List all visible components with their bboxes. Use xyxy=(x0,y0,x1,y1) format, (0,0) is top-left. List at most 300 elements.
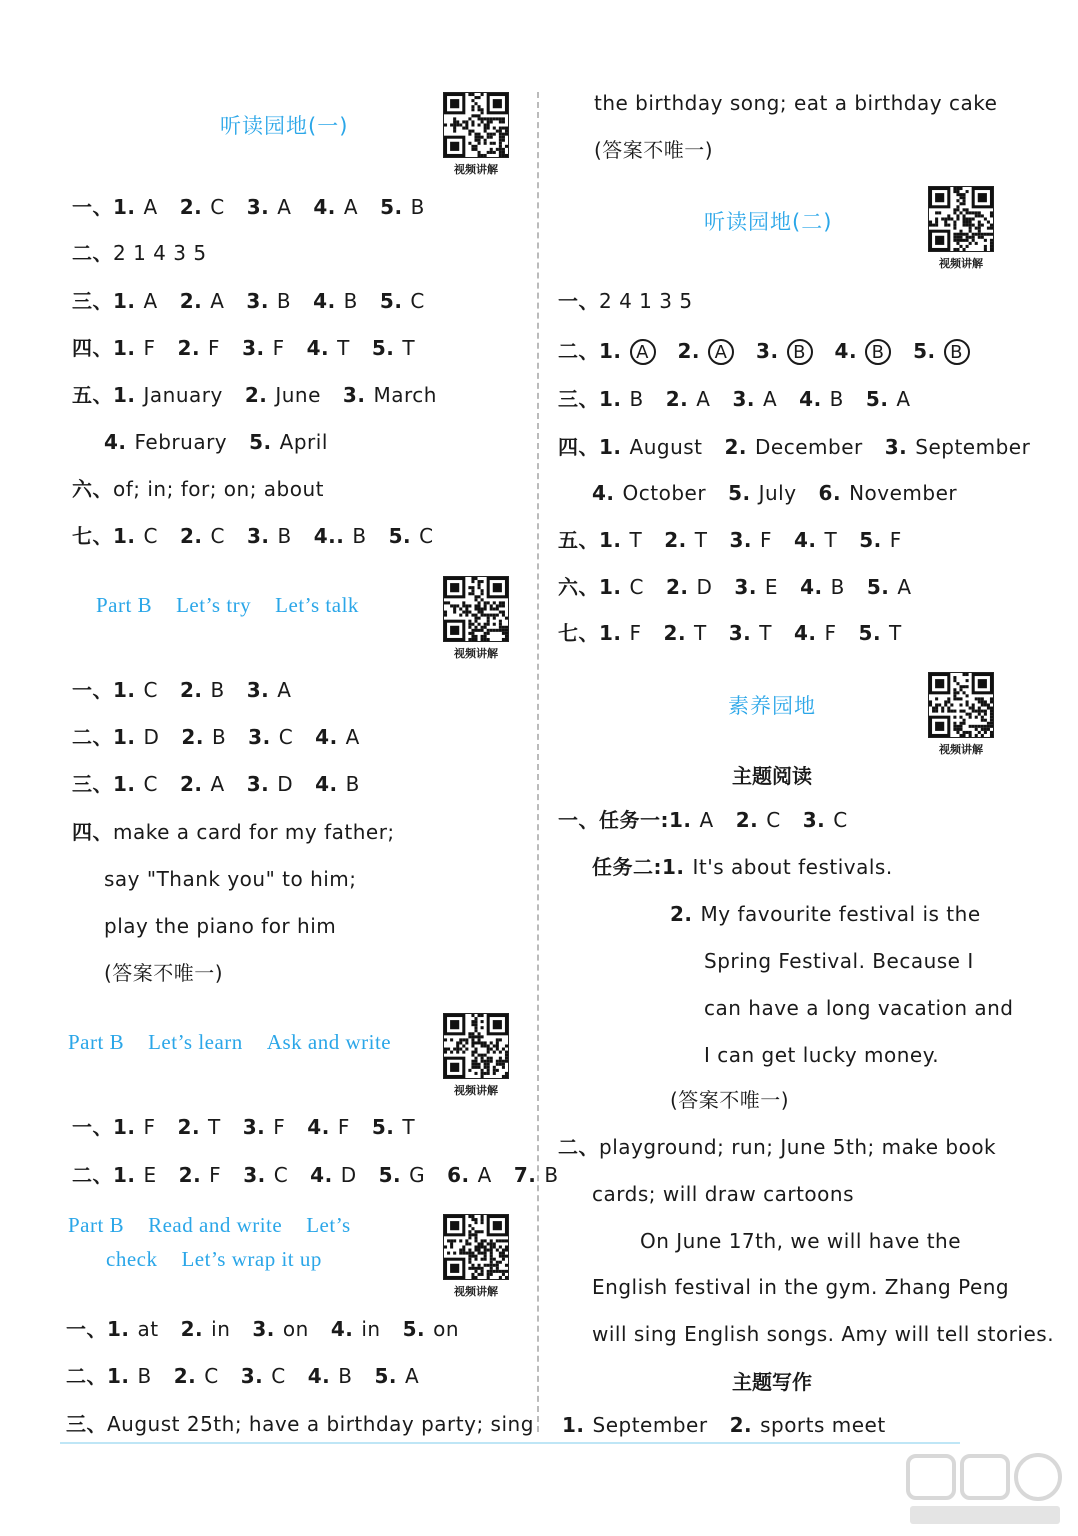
answer-note: (答案不唯一) xyxy=(594,138,714,162)
item-number: 3. xyxy=(884,435,908,459)
answer-line xyxy=(72,194,447,220)
qr-code-icon xyxy=(443,576,509,642)
answer-line xyxy=(72,1114,437,1140)
item-answer: C xyxy=(143,678,158,702)
answer-line xyxy=(104,866,357,892)
footer-rule xyxy=(60,1442,960,1444)
question-number: 四、 xyxy=(72,336,113,360)
item-number: 1. xyxy=(113,289,136,313)
qr-code-icon xyxy=(443,1013,509,1079)
item-answer: August xyxy=(629,435,703,459)
item-number: 2. xyxy=(179,678,203,702)
item-number: 5. xyxy=(379,289,403,313)
qr-video-4[interactable] xyxy=(443,1214,509,1299)
item-answer: A xyxy=(210,772,225,796)
item-answer: B xyxy=(211,725,227,749)
item-number: 4. xyxy=(313,195,336,219)
item-number: 6. xyxy=(818,481,842,505)
item-answer: D xyxy=(277,772,294,796)
question-number: 四、 xyxy=(558,435,599,459)
answer-line xyxy=(66,1316,481,1342)
item-number: 2. xyxy=(179,524,203,548)
item-answer: C xyxy=(833,808,848,832)
item-number: 3. xyxy=(246,678,270,702)
item-answer: C xyxy=(419,524,434,548)
item-answer: July xyxy=(758,481,797,505)
item-number: 4. xyxy=(313,289,336,313)
item-number: 3. xyxy=(756,339,779,363)
question-number: 四、 xyxy=(72,820,113,844)
item-answer: B xyxy=(345,772,360,796)
item-number: 1. xyxy=(113,1163,136,1187)
answer-line xyxy=(558,338,992,365)
question-number: 一、 xyxy=(66,1317,107,1341)
item-number: 4. xyxy=(794,528,817,552)
item-answer: March xyxy=(373,383,437,407)
item-number: 4. xyxy=(794,621,817,645)
item-answer: January xyxy=(143,383,223,407)
item-answer: B xyxy=(544,1163,559,1187)
item-number: 5. xyxy=(728,481,751,505)
item-number: 2. xyxy=(177,336,201,360)
item-number: 4. xyxy=(834,339,858,363)
item-number: 1. xyxy=(562,1413,585,1437)
item-number: 4. xyxy=(315,772,338,796)
question-number: 三、 xyxy=(558,387,599,411)
item-answer: on xyxy=(433,1317,459,1341)
item-number: 3. xyxy=(342,383,366,407)
qr-code-icon xyxy=(443,92,509,158)
section-heading-part-b-read-write: Part B Read and write Let’s xyxy=(68,1213,351,1237)
question-number: 三、 xyxy=(72,772,113,796)
item-number: 1. xyxy=(599,435,622,459)
answer-line xyxy=(704,948,974,974)
question-number: 七、 xyxy=(72,524,113,548)
item-number: 3. xyxy=(246,524,270,548)
item-number: 5. xyxy=(388,524,412,548)
item-number: 3. xyxy=(242,1115,266,1139)
qr-video-5[interactable] xyxy=(928,186,994,271)
qr-video-1[interactable] xyxy=(443,92,509,177)
item-number: 4. xyxy=(104,430,127,454)
item-answer: A xyxy=(277,195,292,219)
item-answer: D xyxy=(696,575,713,599)
item-answer: September xyxy=(592,1413,708,1437)
item-answer: A xyxy=(708,339,734,365)
answer-line xyxy=(558,1134,996,1160)
section-heading-literacy: 素养园地 xyxy=(728,694,816,718)
question-number: 六、 xyxy=(558,575,599,599)
section-heading-listening-1: 听读园地(一) xyxy=(220,114,349,138)
item-answer: B xyxy=(343,289,358,313)
section-heading-listening-2: 听读园地(二) xyxy=(704,210,833,234)
item-answer: F xyxy=(208,336,221,360)
item-number: 1. xyxy=(113,524,136,548)
answer-line xyxy=(670,901,981,927)
item-number: 1. xyxy=(113,725,136,749)
item-number: 1. xyxy=(662,855,685,879)
section-heading-part-b-check-wrap: check Let’s wrap it up xyxy=(106,1247,322,1271)
item-answer: B xyxy=(944,339,970,365)
answer-text: Spring Festival. Because I xyxy=(704,949,974,973)
item-answer: in xyxy=(211,1317,231,1341)
answer-line xyxy=(72,677,313,703)
item-answer: F xyxy=(143,1115,156,1139)
answer-line xyxy=(592,480,979,506)
question-number: 一、任务一: xyxy=(558,808,669,832)
item-answer: C xyxy=(143,524,158,548)
item-number: 2. xyxy=(663,621,687,645)
item-answer: B xyxy=(629,387,644,411)
item-number: 3. xyxy=(240,1364,264,1388)
item-answer: A xyxy=(762,387,778,411)
item-answer: A xyxy=(345,725,360,749)
item-number: 2. xyxy=(670,902,693,926)
item-answer: C xyxy=(273,1163,289,1187)
item-answer: C xyxy=(210,195,225,219)
item-number: 2. xyxy=(677,339,701,363)
item-number: 4. xyxy=(330,1317,354,1341)
item-answer: December xyxy=(755,435,863,459)
item-answer: F xyxy=(629,621,642,645)
answer-note: (答案不唯一) xyxy=(670,1088,790,1112)
question-number: 七、 xyxy=(558,621,599,645)
item-answer: B xyxy=(276,289,292,313)
item-answer: A xyxy=(143,289,158,313)
item-number: 2. xyxy=(177,1115,201,1139)
answer-line xyxy=(72,1162,581,1188)
item-number: 1. xyxy=(599,387,622,411)
item-answer: T xyxy=(629,528,643,552)
item-answer: C xyxy=(204,1364,219,1388)
qr-code-icon xyxy=(928,672,994,738)
answer-text: playground; run; June 5th; make book xyxy=(599,1135,997,1159)
question-number: 任务二: xyxy=(592,855,662,879)
item-number: 3. xyxy=(246,195,270,219)
question-number: 五、 xyxy=(72,383,113,407)
question-number: 二、 xyxy=(72,1163,113,1187)
item-answer: F xyxy=(759,528,772,552)
item-answer: T xyxy=(694,621,707,645)
question-number: 六、 xyxy=(72,477,113,501)
item-number: 4. xyxy=(307,1115,330,1139)
answer-line xyxy=(558,620,924,646)
item-number: 3. xyxy=(246,289,269,313)
item-answer: June xyxy=(275,383,321,407)
item-answer: T xyxy=(337,336,350,360)
item-answer: sports meet xyxy=(760,1413,886,1437)
item-number: 5. xyxy=(371,336,395,360)
item-number: 6. xyxy=(447,1163,470,1187)
item-number: 3. xyxy=(248,725,271,749)
answer-line xyxy=(104,429,350,455)
item-number: 1. xyxy=(113,336,136,360)
item-number: 3. xyxy=(728,621,752,645)
item-number: 1. xyxy=(599,575,622,599)
answer-text: of; in; for; on; about xyxy=(113,477,325,501)
item-number: 5. xyxy=(380,195,403,219)
answer-text: English festival in the gym. Zhang Peng xyxy=(592,1275,1010,1299)
item-number: 4. xyxy=(800,575,823,599)
item-number: 2. xyxy=(665,575,689,599)
qr-video-3[interactable] xyxy=(443,1013,509,1098)
question-number: 五、 xyxy=(558,528,599,552)
answer-line xyxy=(72,523,456,549)
item-answer: A xyxy=(210,289,225,313)
item-number: 3. xyxy=(246,772,270,796)
item-number: 3. xyxy=(729,528,752,552)
answer-line xyxy=(558,434,1052,460)
subheading-theme-writing: 主题写作 xyxy=(732,1370,812,1394)
item-number: 7. xyxy=(513,1163,537,1187)
item-number: 4. xyxy=(310,1163,333,1187)
item-answer: It's about festivals. xyxy=(692,855,893,879)
item-number: 3. xyxy=(802,808,826,832)
answer-text: On June 17th, we will have the xyxy=(640,1229,962,1253)
item-number: 4. xyxy=(592,481,615,505)
item-number: 2. xyxy=(729,1413,753,1437)
qr-caption: 视频讲解 xyxy=(454,1285,498,1298)
item-number: 1. xyxy=(113,772,136,796)
item-answer: A xyxy=(477,1163,492,1187)
answer-line xyxy=(558,288,693,314)
item-answer: B xyxy=(338,1364,353,1388)
item-number: 5. xyxy=(378,1163,402,1187)
answer-line xyxy=(72,724,382,750)
item-number: 1. xyxy=(113,678,136,702)
item-number: 1. xyxy=(599,528,622,552)
answer-text: cards; will draw cartoons xyxy=(592,1182,854,1206)
item-number: 2. xyxy=(179,289,203,313)
item-answer: T xyxy=(208,1115,221,1139)
answer-text: (答案不唯一) xyxy=(104,961,224,985)
continued-answer-line: the birthday song; eat a birthday cake xyxy=(594,91,998,115)
question-number: 三、 xyxy=(72,289,113,313)
item-answer: G xyxy=(409,1163,426,1187)
answer-line xyxy=(66,1411,534,1437)
subheading-theme-reading: 主题阅读 xyxy=(732,764,812,788)
item-answer: C xyxy=(210,524,225,548)
item-number: 5. xyxy=(865,387,889,411)
answer-text: 2 4 1 3 5 xyxy=(599,289,693,313)
item-answer: F xyxy=(143,336,156,360)
item-number: 1. xyxy=(113,383,136,407)
answer-line xyxy=(704,995,1014,1021)
item-answer: C xyxy=(143,772,158,796)
item-answer: T xyxy=(889,621,902,645)
item-answer: at xyxy=(137,1317,159,1341)
item-answer: A xyxy=(696,387,711,411)
answer-line xyxy=(72,288,447,314)
qr-caption: 视频讲解 xyxy=(939,743,983,756)
item-answer: B xyxy=(865,339,891,365)
question-number: 一、 xyxy=(72,1115,113,1139)
item-number: 5. xyxy=(402,1317,426,1341)
item-answer: E xyxy=(764,575,779,599)
answer-line xyxy=(104,913,336,939)
item-answer: November xyxy=(849,481,958,505)
item-answer: B xyxy=(787,339,813,365)
item-answer: T xyxy=(402,336,416,360)
question-number: 二、 xyxy=(66,1364,107,1388)
item-number: 2. xyxy=(179,772,203,796)
answer-line xyxy=(592,854,915,880)
answer-line xyxy=(592,1274,1009,1300)
answer-line xyxy=(72,382,459,408)
item-number: 2. xyxy=(244,383,268,407)
item-answer: F xyxy=(273,1115,286,1139)
item-answer: B xyxy=(277,524,292,548)
item-answer: F xyxy=(272,336,285,360)
answer-text: play the piano for him xyxy=(104,914,337,938)
answer-line xyxy=(72,335,437,361)
qr-video-2[interactable] xyxy=(443,576,509,661)
answer-line xyxy=(72,771,382,797)
question-number: 一、 xyxy=(72,678,113,702)
answer-line xyxy=(72,240,207,266)
answer-line xyxy=(562,1412,908,1438)
answer-text: August 25th; have a birthday party; sing xyxy=(107,1412,534,1436)
answer-line xyxy=(558,386,933,412)
item-answer: F xyxy=(209,1163,222,1187)
item-number: 5. xyxy=(859,528,882,552)
item-answer: T xyxy=(824,528,838,552)
item-answer: D xyxy=(340,1163,357,1187)
item-answer: A xyxy=(343,195,359,219)
item-answer: E xyxy=(143,1163,157,1187)
item-number: 2. xyxy=(181,725,204,749)
item-number: 1. xyxy=(113,1115,136,1139)
item-answer: A xyxy=(404,1364,420,1388)
item-number: 3. xyxy=(252,1317,275,1341)
item-answer: B xyxy=(829,387,844,411)
item-answer: B xyxy=(210,678,225,702)
item-number: 5. xyxy=(374,1364,397,1388)
item-number: 2. xyxy=(735,808,759,832)
question-number: 一、 xyxy=(558,289,599,313)
item-answer: C xyxy=(410,289,425,313)
answer-line xyxy=(66,1363,441,1389)
item-number: 4.. xyxy=(313,524,345,548)
answer-text: say "Thank you" to him; xyxy=(104,867,357,891)
item-number: 4. xyxy=(307,1364,331,1388)
item-answer: A xyxy=(699,808,714,832)
item-answer: D xyxy=(143,725,160,749)
item-number: 4. xyxy=(799,387,822,411)
item-answer: C xyxy=(629,575,644,599)
item-number: 1. xyxy=(113,195,136,219)
item-number: 5. xyxy=(371,1115,395,1139)
item-number: 3. xyxy=(242,336,265,360)
answer-line xyxy=(104,960,223,986)
answer-line xyxy=(72,819,395,845)
answer-line xyxy=(558,527,924,553)
item-number: 5. xyxy=(858,621,882,645)
item-number: 3. xyxy=(734,575,757,599)
item-answer: F xyxy=(337,1115,350,1139)
answer-text: My favourite festival is the xyxy=(700,902,981,926)
question-number: 二、 xyxy=(72,241,113,265)
answer-text: will sing English songs. Amy will tell stories. xyxy=(592,1322,1055,1346)
answer-line xyxy=(704,1042,939,1068)
item-number: 1. xyxy=(669,808,692,832)
item-number: 5. xyxy=(913,339,936,363)
qr-caption: 视频讲解 xyxy=(939,257,983,270)
item-number: 2. xyxy=(664,528,687,552)
item-number: 2. xyxy=(178,1163,202,1187)
item-answer: September xyxy=(915,435,1031,459)
question-number: 一、 xyxy=(72,195,113,219)
item-number: 1. xyxy=(599,339,622,363)
item-answer: April xyxy=(279,430,328,454)
item-answer: B xyxy=(137,1364,152,1388)
item-number: 2. xyxy=(724,435,748,459)
answer-line xyxy=(592,1181,854,1207)
qr-code-icon xyxy=(443,1214,509,1280)
item-answer: C xyxy=(766,808,781,832)
item-number: 5. xyxy=(249,430,272,454)
item-answer: A xyxy=(143,195,158,219)
answer-text: 2 1 4 3 5 xyxy=(113,241,207,265)
item-answer: on xyxy=(282,1317,309,1341)
section-heading-part-b-learn-ask: Part B Let’s learn Ask and write xyxy=(68,1030,392,1054)
answer-line xyxy=(558,807,870,833)
answer-text: I can get lucky money. xyxy=(704,1043,940,1067)
item-number: 1. xyxy=(107,1364,130,1388)
qr-code-icon xyxy=(928,186,994,252)
item-answer: F xyxy=(889,528,902,552)
item-answer: F xyxy=(824,621,837,645)
answer-line xyxy=(640,1228,961,1254)
qr-caption: 视频讲解 xyxy=(454,163,498,176)
watermark-logo-icon xyxy=(900,1450,1070,1530)
section-heading-part-b-try-talk: Part B Let’s try Let’s talk xyxy=(96,593,359,617)
item-answer: C xyxy=(278,725,294,749)
item-answer: October xyxy=(622,481,707,505)
answer-line xyxy=(592,1321,1054,1347)
answer-text: can have a long vacation and xyxy=(704,996,1014,1020)
item-answer: in xyxy=(361,1317,381,1341)
question-number: 三、 xyxy=(66,1412,107,1436)
column-divider xyxy=(537,92,539,1432)
item-answer: T xyxy=(694,528,708,552)
item-answer: B xyxy=(410,195,425,219)
item-number: 2. xyxy=(180,1317,204,1341)
question-number: 二、 xyxy=(558,339,599,363)
answer-text: make a card for my father; xyxy=(113,820,395,844)
item-number: 4. xyxy=(315,725,338,749)
qr-caption: 视频讲解 xyxy=(454,647,498,660)
item-number: 2. xyxy=(173,1364,197,1388)
item-number: 1. xyxy=(599,621,622,645)
item-number: 3. xyxy=(243,1163,266,1187)
answer-line xyxy=(558,574,934,600)
item-number: 1. xyxy=(107,1317,130,1341)
item-answer: February xyxy=(134,430,228,454)
item-number: 5. xyxy=(866,575,890,599)
item-number: 2. xyxy=(665,387,689,411)
item-answer: B xyxy=(352,524,367,548)
item-answer: A xyxy=(277,678,292,702)
item-number: 3. xyxy=(732,387,755,411)
item-answer: C xyxy=(271,1364,286,1388)
qr-video-6[interactable] xyxy=(928,672,994,757)
item-answer: A xyxy=(630,339,656,365)
item-number: 4. xyxy=(306,336,330,360)
item-answer: A xyxy=(896,387,911,411)
question-number: 二、 xyxy=(72,725,113,749)
item-answer: T xyxy=(402,1115,416,1139)
